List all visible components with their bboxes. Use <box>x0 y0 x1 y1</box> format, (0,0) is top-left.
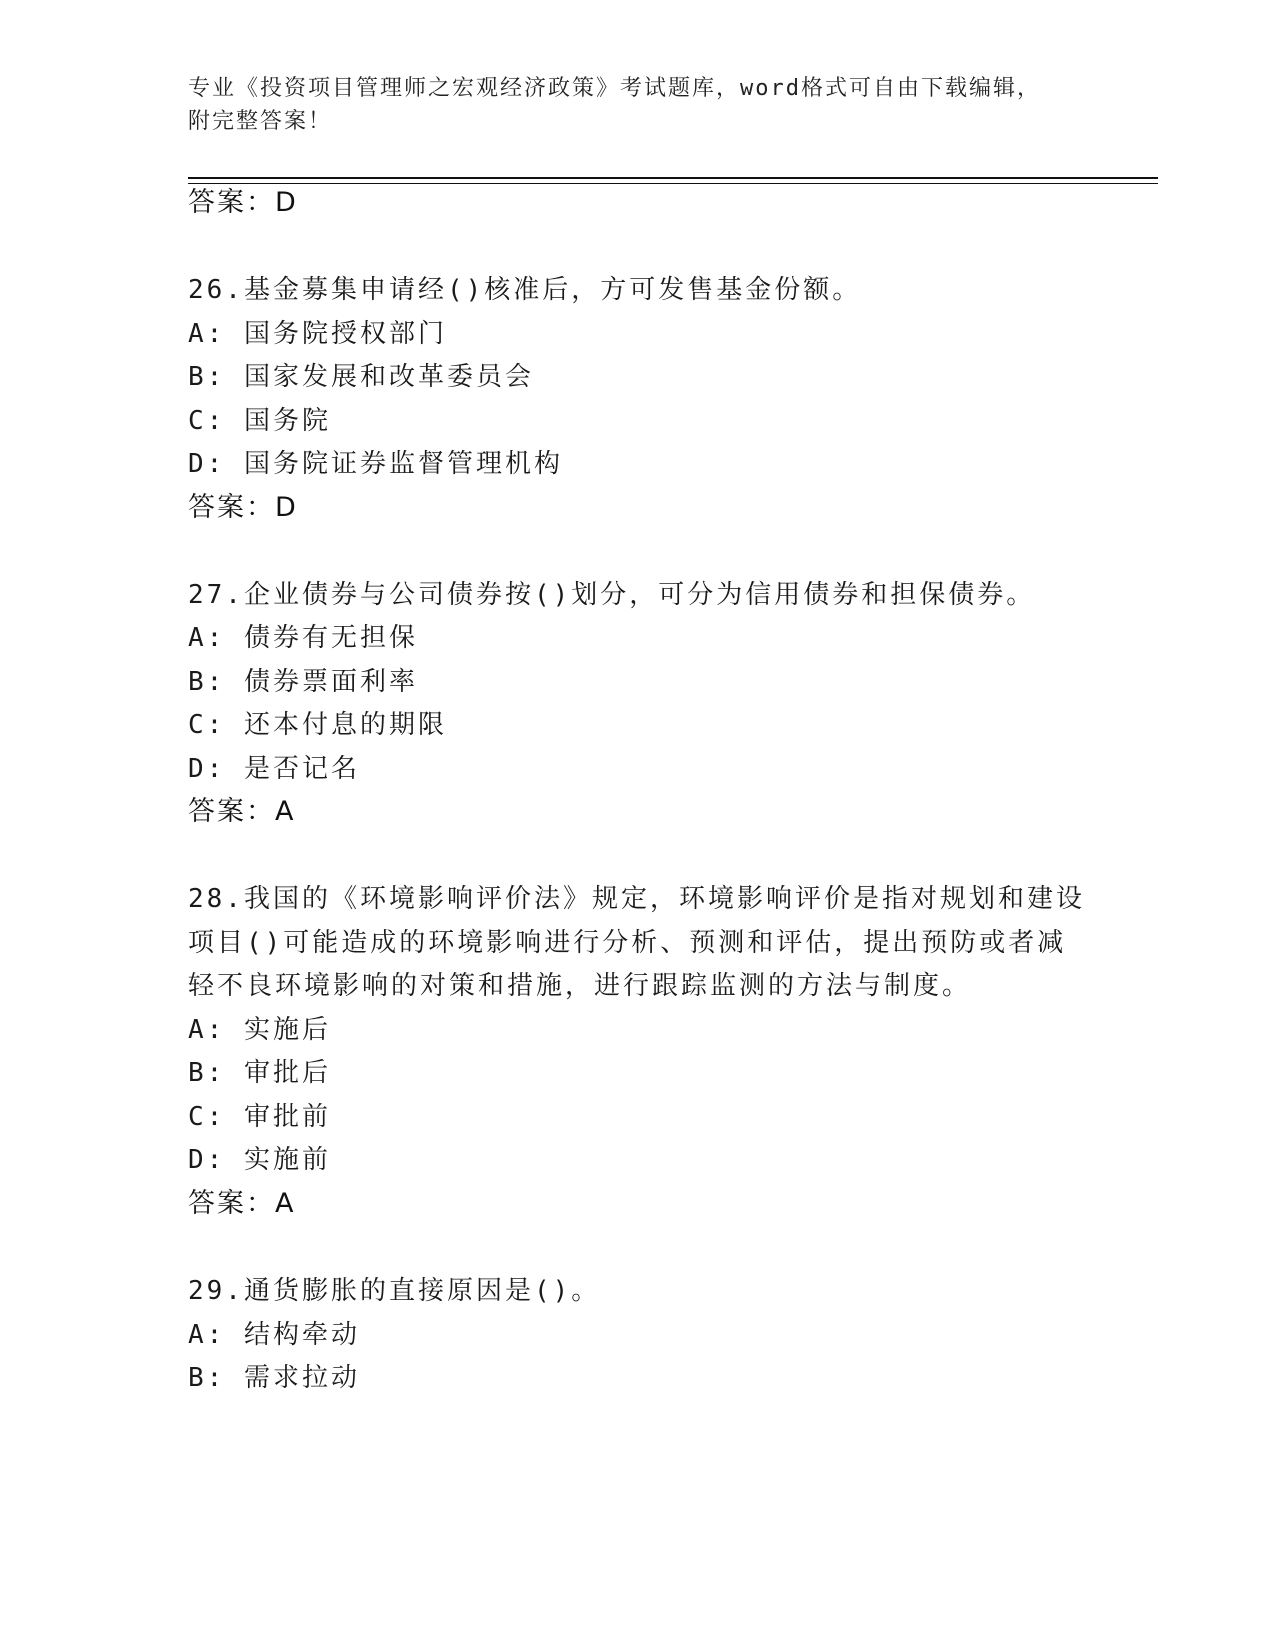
question-28-option-b: B: 审批后 <box>188 1058 331 1088</box>
answer-27: 答案：A <box>188 796 296 827</box>
question-26-option-d: D: 国务院证券监督管理机构 <box>188 449 563 479</box>
question-26-option-a: A: 国务院授权部门 <box>188 319 447 349</box>
header-divider-thin <box>188 183 1158 184</box>
answer-28: 答案：A <box>188 1188 296 1219</box>
question-29-stem: 29.通货膨胀的直接原因是()。 <box>188 1276 601 1306</box>
question-26-option-b: B: 国家发展和改革委员会 <box>188 362 534 392</box>
answer-25: 答案：D <box>188 187 298 218</box>
question-28-option-d: D: 实施前 <box>188 1145 331 1175</box>
question-27-option-b: B: 债券票面利率 <box>188 667 418 697</box>
question-27-option-a: A: 债券有无担保 <box>188 623 418 653</box>
question-28-option-c: C: 审批前 <box>188 1102 331 1132</box>
header-divider-thick <box>188 177 1158 179</box>
question-28-stem-line-2: 项目()可能造成的环境影响进行分析、预测和评估，提出预防或者减 <box>188 928 1067 958</box>
question-26-option-c: C: 国务院 <box>188 406 331 436</box>
question-27-option-c: C: 还本付息的期限 <box>188 710 447 740</box>
question-29-option-a: A: 结构牵动 <box>188 1320 360 1350</box>
question-28-stem-line-3: 轻不良环境影响的对策和措施，进行跟踪监测的方法与制度。 <box>188 971 972 1001</box>
header-line-1: 专业《投资项目管理师之宏观经济政策》考试题库，word格式可自由下载编辑， <box>188 76 1041 101</box>
question-28-stem-line-1: 28.我国的《环境影响评价法》规定，环境影响评价是指对规划和建设 <box>188 884 1085 914</box>
question-28-option-a: A: 实施后 <box>188 1015 331 1045</box>
question-26-stem: 26.基金募集申请经()核准后，方可发售基金份额。 <box>188 275 862 305</box>
header-line-2: 附完整答案！ <box>188 109 333 134</box>
question-27-option-d: D: 是否记名 <box>188 754 360 784</box>
document-header <box>188 72 1088 138</box>
question-29-option-b: B: 需求拉动 <box>188 1363 360 1393</box>
answer-26: 答案：D <box>188 492 298 523</box>
question-27-stem: 27.企业债券与公司债券按()划分，可分为信用债券和担保债券。 <box>188 580 1036 610</box>
